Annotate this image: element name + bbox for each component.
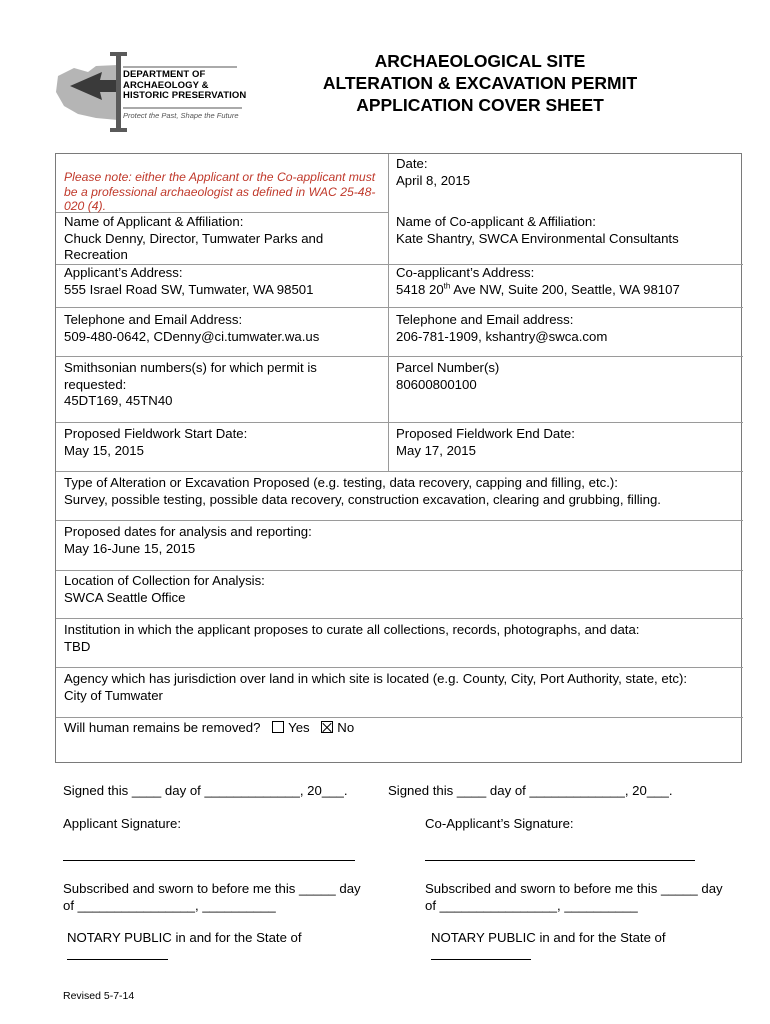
column-divider bbox=[388, 154, 389, 471]
parcel-number-field: Parcel Number(s) 80600800100 bbox=[396, 360, 500, 392]
land-jurisdiction-field: Agency which has jurisdiction over land in which site is located (e.g. County, City, Port Authority, state, etc): City of Tumwater bbox=[64, 671, 688, 703]
revision-date: Revised 5-7-14 bbox=[63, 990, 135, 1002]
logo-tagline: Protect the Past, Shape the Future bbox=[123, 111, 239, 120]
fieldwork-end-field: Proposed Fieldwork End Date: May 17, 2015 bbox=[396, 426, 575, 458]
no-label: No bbox=[337, 720, 355, 735]
analysis-dates-field: Proposed dates for analysis and reporting: May 16-June 15, 2015 bbox=[64, 524, 312, 556]
sworn-statement-coapplicant: Subscribed and sworn to before me this _____ day of ________________, __________ bbox=[425, 881, 723, 913]
coapplicant-name-field: Name of Co-applicant & Affiliation: Kate Shantry, SWCA Environmental Consultants bbox=[396, 214, 679, 246]
logo-department-name: DEPARTMENT OF ARCHAEOLOGY & HISTORIC PRESERVATION bbox=[123, 69, 247, 101]
coapplicant-address-field: Co-applicant’s Address: 5418 20th Ave NW, Suite 200, Seattle, WA 98107 bbox=[396, 265, 680, 297]
date-field: Date: April 8, 2015 bbox=[396, 156, 471, 188]
signed-date-applicant: Signed this ____ day of _____________, 20___. bbox=[63, 783, 348, 798]
document-title: ARCHAEOLOGICAL SITE ALTERATION & EXCAVATION PERMIT APPLICATION COVER SHEET bbox=[322, 51, 638, 115]
no-checkbox[interactable] bbox=[321, 721, 333, 733]
applicant-name-field: Name of Applicant & Affiliation: Chuck Denny, Director, Tumwater Parks and Recreation bbox=[64, 214, 324, 262]
dahp-logo bbox=[52, 50, 252, 136]
smithsonian-numbers-field: Smithsonian numbers(s) for which permit is requested: 45DT169, 45TN40 bbox=[64, 360, 317, 408]
applicant-signature-line[interactable] bbox=[63, 860, 355, 861]
applicant-address-field: Applicant’s Address: 555 Israel Road SW, Tumwater, WA 98501 bbox=[64, 265, 314, 297]
human-remains-field: Will human remains be removed? Yes No bbox=[64, 720, 355, 735]
permit-form-table bbox=[55, 153, 742, 763]
notary-public-coapplicant: NOTARY PUBLIC in and for the State of bbox=[431, 930, 666, 945]
notary-state-line-applicant[interactable] bbox=[67, 959, 168, 960]
professional-archaeologist-note: Please note: either the Applicant or the Co-applicant must be a professional archaeologist as defined in WAC 25-48-020 (4). bbox=[64, 170, 376, 213]
yes-label: Yes bbox=[288, 720, 310, 735]
alteration-type-field: Type of Alteration or Excavation Proposed (e.g. testing, data recovery, capping and filling, etc.): Survey, possible testing, possible data recovery, construction excavation, clearing and grubbing, filling. bbox=[64, 475, 661, 507]
coapplicant-signature-label: Co-Applicant’s Signature: bbox=[425, 816, 574, 831]
collection-location-field: Location of Collection for Analysis: SWCA Seattle Office bbox=[64, 573, 265, 605]
curation-institution-field: Institution in which the applicant proposes to curate all collections, records, photographs, and data: TBD bbox=[64, 622, 640, 654]
signed-date-coapplicant: Signed this ____ day of _____________, 20___. bbox=[388, 783, 673, 798]
fieldwork-start-field: Proposed Fieldwork Start Date: May 15, 2015 bbox=[64, 426, 248, 458]
notary-public-applicant: NOTARY PUBLIC in and for the State of bbox=[67, 930, 302, 945]
applicant-contact-field: Telephone and Email Address: 509-480-0642, CDenny@ci.tumwater.wa.us bbox=[64, 312, 320, 344]
coapplicant-contact-field: Telephone and Email address: 206-781-1909, kshantry@swca.com bbox=[396, 312, 608, 344]
applicant-signature-label: Applicant Signature: bbox=[63, 816, 182, 831]
yes-checkbox[interactable] bbox=[272, 721, 284, 733]
sworn-statement-applicant: Subscribed and sworn to before me this _____ day of ________________, __________ bbox=[63, 881, 361, 913]
coapplicant-signature-line[interactable] bbox=[425, 860, 695, 861]
notary-state-line-coapplicant[interactable] bbox=[431, 959, 531, 960]
